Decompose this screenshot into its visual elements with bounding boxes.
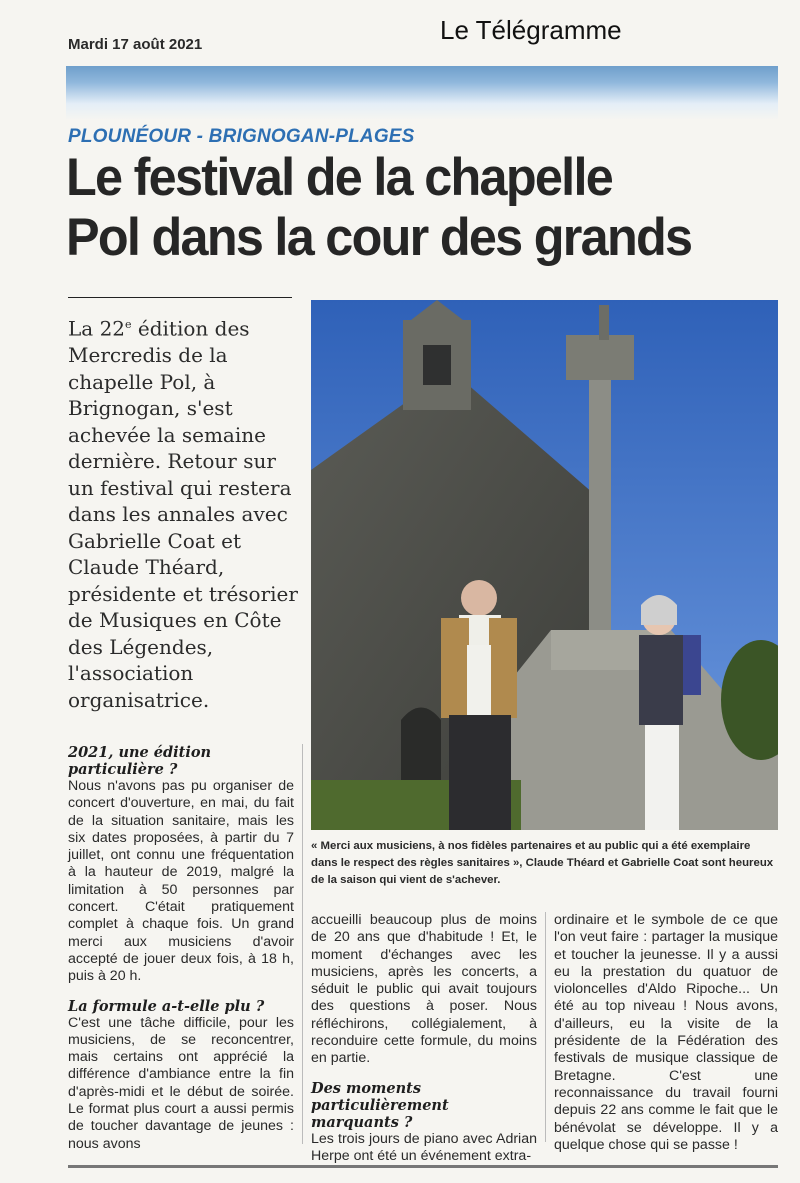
answer-1-text: Nous n'avons pas pu organiser de concert d'ouverture, en mai, du fait de la situation sanitaire, mais les six dates proposées, à partir du 7 juillet, ont connu une fréquentation à la hauteur de 2019, malgré la limitation à 50 personnes par concert. C'était pratiquement complet à chaque fois. Un grand merci aux musiciens d'avoir accepté de jouer deux fois, à 18 h, puis à 20 h.: [68, 778, 294, 985]
headline-line-2: Pol dans la cour des grands: [66, 208, 692, 267]
headline: [66, 148, 750, 268]
lead-pre: La 22: [68, 316, 126, 341]
bottom-rule: [68, 1165, 778, 1168]
section-label: PLOUNÉOUR - BRIGNOGAN-PLAGES: [68, 126, 415, 147]
column-divider-2: [545, 912, 546, 1142]
article-photo: [311, 300, 778, 830]
lead-paragraph: [68, 312, 308, 713]
column-1: [68, 744, 294, 1153]
question-2-title: La formule a-t-elle plu ?: [68, 997, 265, 1015]
question-1-title: 2021, une édition particulière ?: [68, 744, 212, 778]
photo-caption: « Merci aux musiciens, à nos fidèles partenaires et au public qui a été exemplaire dans le respect des règles sanitaires », Claude Théard et Gabrielle Coat sont heureux de la saison qui vient de s'achever.: [311, 840, 774, 886]
chapel-photo-illustration: [311, 300, 778, 830]
column-3-text: ordinaire et le symbole de ce que l'on veut faire : partager la musique et toucher la jeunesse. Il y a aussi eu la prestation du quatuor de violoncelles d'Aldo Ripoche... Un été au top niveau ! Nous avons, d'ailleurs, eu la visite de la présidente de la Fédération des festivals de musique classique de Bretagne. C'est une reconnaissance du travail fourni depuis 22 ans comme le fait que le bénévolat se développe. Il y a quelque chose qui se passe !: [554, 912, 778, 1153]
lead-rule: [68, 297, 292, 298]
question-3-title: Des moments particulièrement marquants ?: [311, 1079, 449, 1131]
column-3: [554, 912, 778, 1154]
lead-rest: édition des Mercredis de la chapelle Pol, à Brignogan, s'est achevée la semaine dernière. Retour sur un festival qui restera dans les annales avec Gabrielle Coat et Claude Théard, présidente et trésorier de Musiques en Côte des Légendes, l'association organisatrice.: [68, 316, 298, 712]
issue-date: Mardi 17 août 2021: [68, 36, 203, 53]
headline-line-1: Le festival de la chapelle: [66, 148, 613, 207]
answer-3-text: Les trois jours de piano avec Adrian Herpe ont été un événement extra-: [311, 1130, 537, 1164]
column-divider-1: [302, 744, 303, 1144]
answer-2-text: C'est une tâche difficile, pour les musiciens, de se reconcentrer, mais certains ont apprécié la différence d'ambiance entre la fin d'après-midi et le début de soirée. Le format plus court a aussi permis de toucher davantage de jeunes : nous avons: [68, 1014, 294, 1152]
lead-sup: e: [125, 318, 132, 331]
header-color-band: [66, 66, 778, 120]
column-2: [311, 912, 537, 1165]
column-2-text: accueilli beaucoup plus de moins de 20 ans que d'habitude ! Et, le moment d'échanges avec les musiciens, après les concerts, a séduit le public qui avait toujours des questions à poser. Nous réfléchirons, collégialement, à reconduire cette formule, du moins en partie.: [311, 912, 537, 1067]
newspaper-name: Le Télégramme: [440, 15, 622, 45]
